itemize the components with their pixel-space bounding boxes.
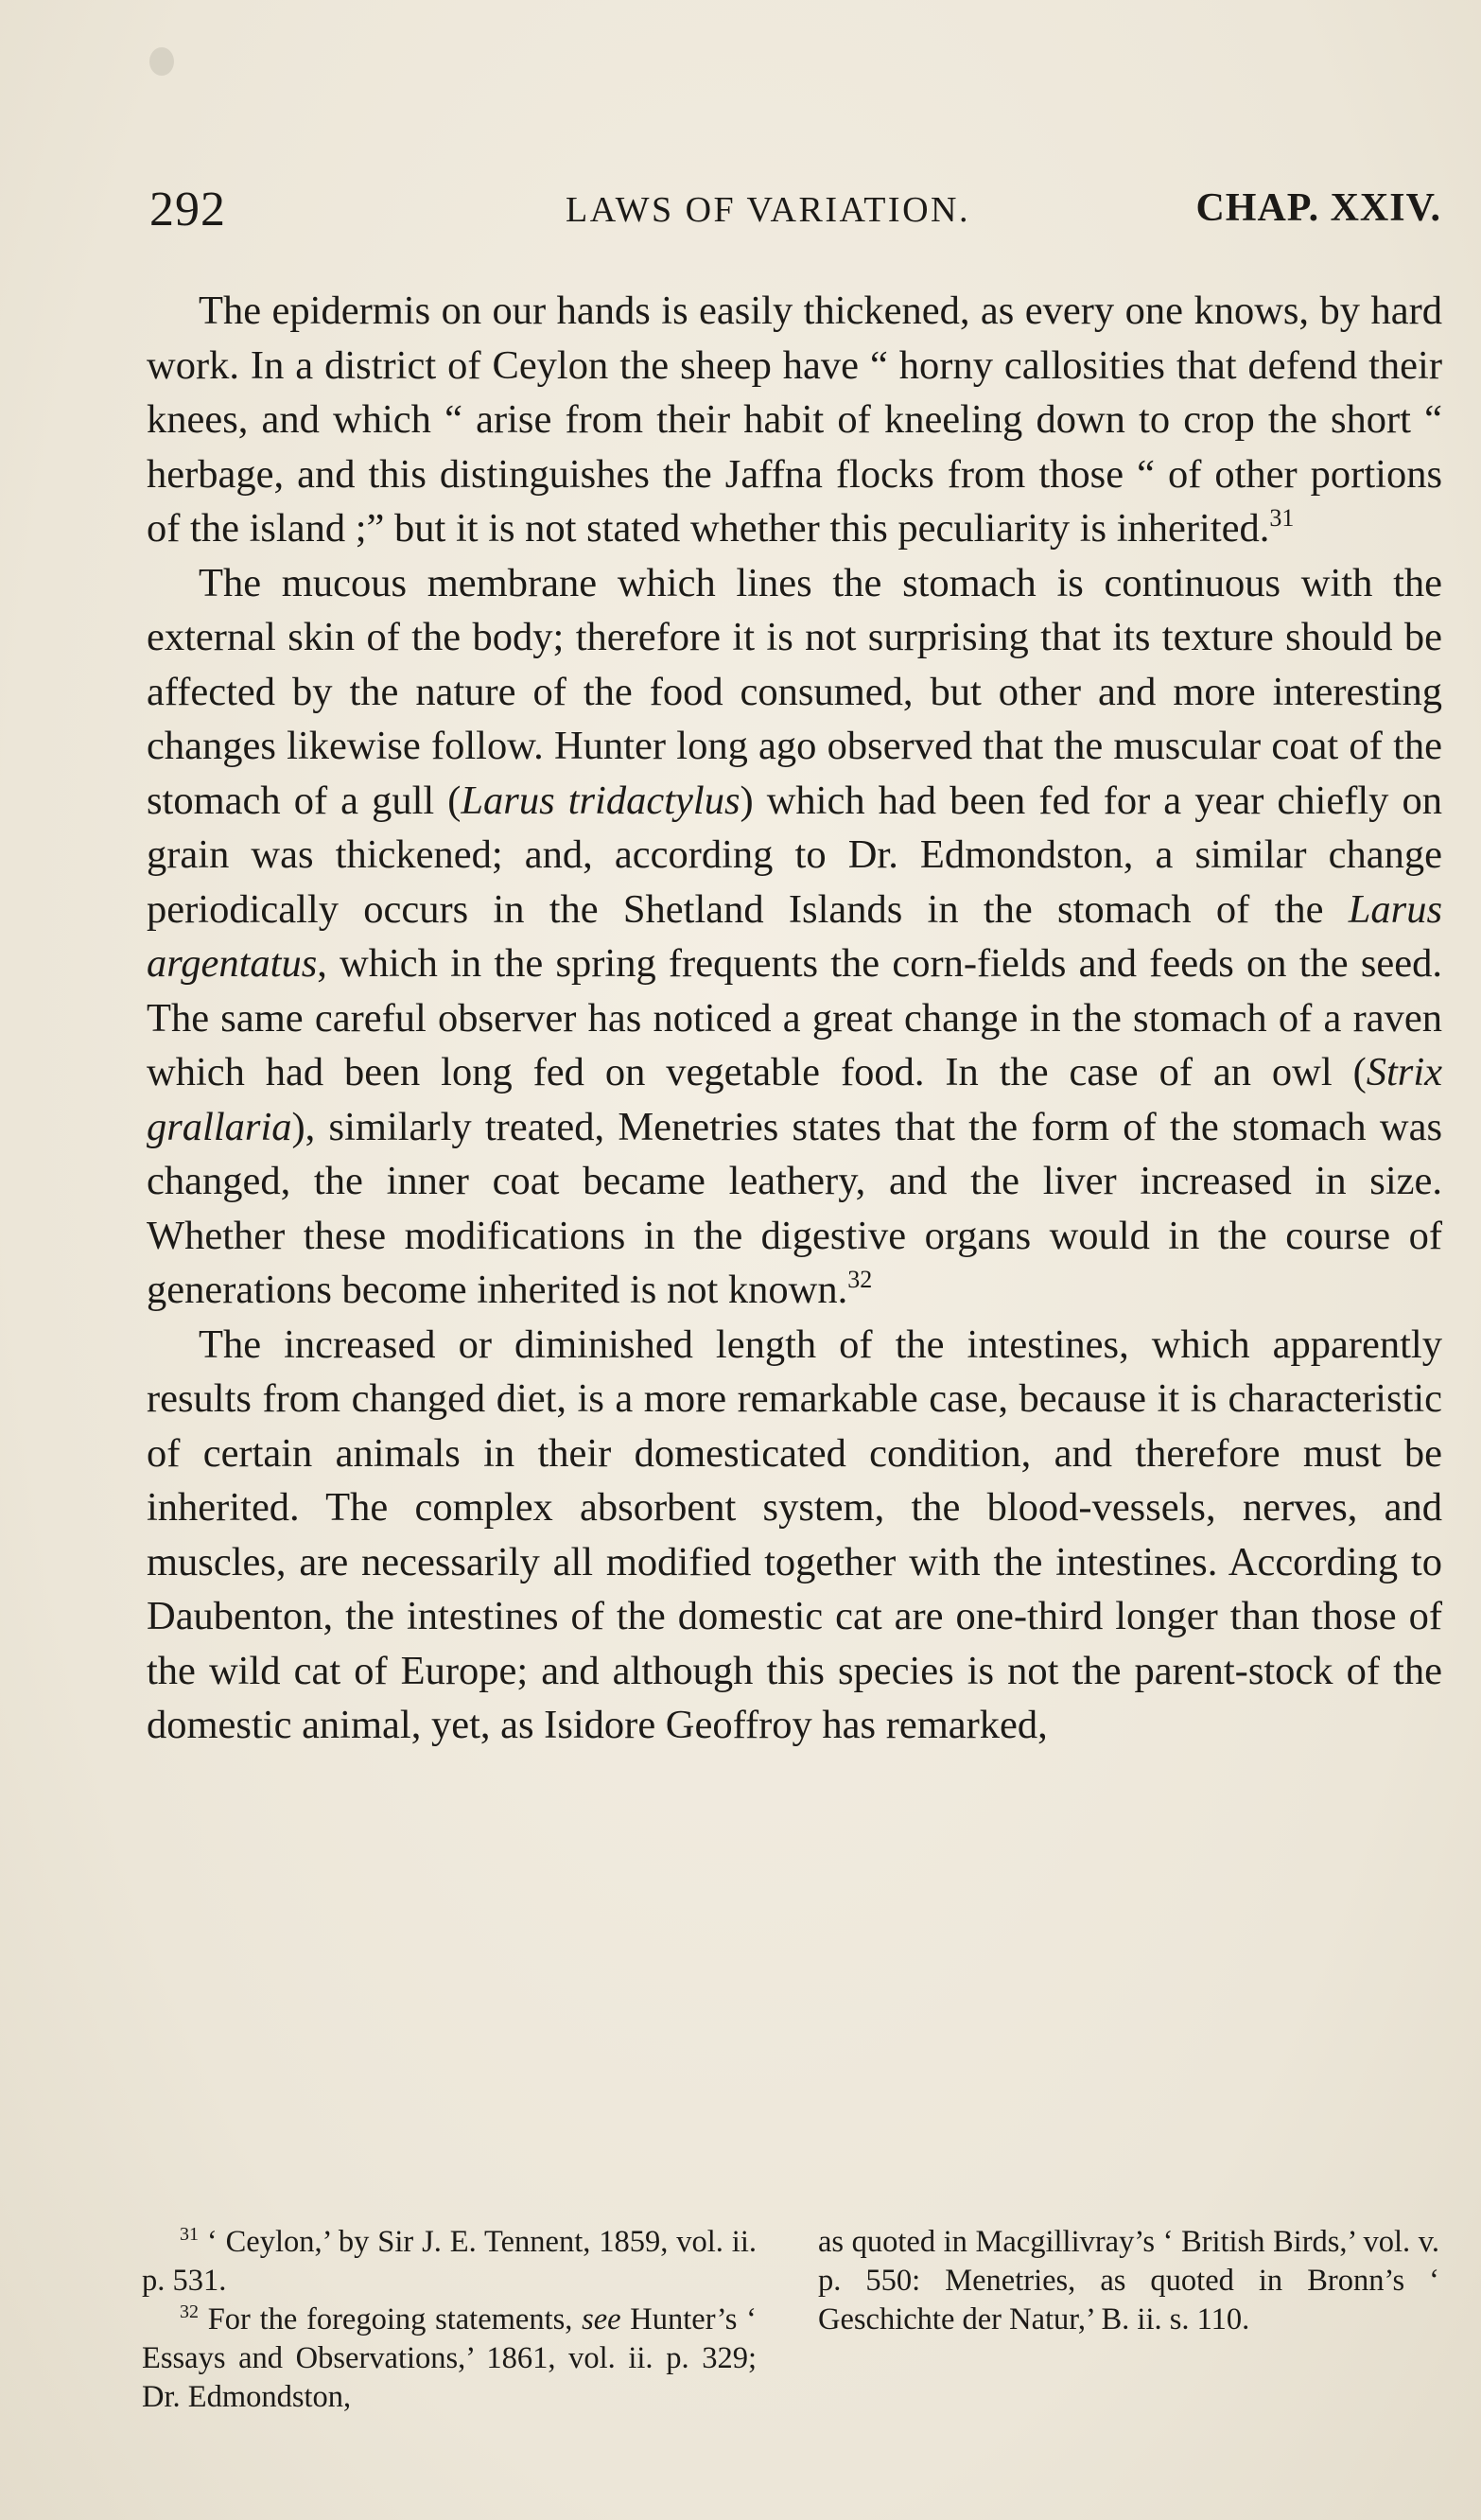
- footnote-31: [142, 2223, 757, 2301]
- page-number: 292: [149, 183, 226, 236]
- paragraph-text: The increased or diminished length of the intestines, which apparently results from changed diet, is a more remarkable case, because it is characteristic of certain animals in their domesticated condition, and therefore must be inherited. The complex absorbent system, the blood-vessels, nerves, and muscles, are necessarily all modified together with the intestines. According to Daubenton, the intestines of the domestic cat are one-third longer than those of the wild cat of Europe; and although this species is not the parent-stock of the domestic animal, yet, as Isidore Geoffroy has remarked,: [147, 1321, 1442, 1747]
- paragraph-text: The epidermis on our hands is easily thickened, as every one knows, by hard work. In a district of Ceylon the sheep have “ horny callosities that defend their knees, and which “ arise from their habit of kneeling down to crop the short “ herbage, and this distinguishes the Jaffna flocks from those “ of other portions of the island ;” but it is not stated whether this peculiarity is inherited.: [147, 289, 1442, 551]
- footnote-number: 31: [180, 2224, 199, 2245]
- footnote-text: as quoted in Macgillivray’s ‘ British Birds,’ vol. v. p. 550: Menetries, as quoted in Bronn’s ‘ Geschichte der Natur,’ B. ii. s. 110.: [818, 2225, 1439, 2336]
- species-name: Larus argentatus: [147, 886, 1442, 986]
- footnote-text: Hunter’s ‘ Essays and Observations,’ 1861, vol. ii. p. 329; Dr. Edmondston,: [142, 2302, 757, 2414]
- species-name: Strix grallaria: [147, 1050, 1442, 1149]
- footnote-32-continued: [818, 2223, 1439, 2339]
- footnote-number: 32: [180, 2301, 199, 2322]
- footnote-see: see: [582, 2302, 621, 2336]
- paragraph-text: ), similarly treated, Menetries states that the form of the stomach was changed, the inner coat became leathery, and the liver increased in size. Whether these modifications in the digestive organs would in the course of generations become inherited is not known.: [147, 1104, 1442, 1312]
- body-text: [147, 284, 1442, 1753]
- paragraph-2: [147, 556, 1442, 1318]
- paper-blemish: [149, 47, 174, 76]
- footnote-ref-31: 31: [1269, 504, 1295, 532]
- species-name: Larus tridactylus: [461, 778, 740, 823]
- footnote-text: ‘ Ceylon,’ by Sir J. E. Tennent, 1859, vol. ii. p. 531.: [142, 2225, 757, 2298]
- footnote-32: [142, 2301, 757, 2417]
- paragraph-text: ) which had been fed for a year chiefly on grain was thickened; and, according to Dr. Edmondston, a similar change periodically occurs in the Shetland Islands in the stomach of the: [147, 778, 1442, 932]
- footnote-column-right: [818, 2223, 1439, 2339]
- footnote-ref-32: 32: [847, 1266, 873, 1293]
- paragraph-text: , which in the spring frequents the corn-fields and feeds on the seed. The same careful observer has noticed a great change in the stomach of a raven which had been long fed on vegetable food. In the case of an owl (: [147, 941, 1442, 1094]
- footnote-column-left: [142, 2223, 757, 2417]
- running-title: LAWS OF VARIATION.: [566, 190, 970, 230]
- paragraph-1: [147, 284, 1442, 556]
- paragraph-3: [147, 1318, 1442, 1753]
- chapter-label: CHAP. XXIV.: [1195, 186, 1441, 230]
- footnote-text: For the foregoing statements,: [207, 2302, 583, 2336]
- paragraph-text: The mucous membrane which lines the stomach is continuous with the external skin of the body; therefore it is not surprising that its texture should be affected by the nature of the food consumed, but other and more interesting changes likewise follow. Hunter long ago observed that the muscular coat of the stomach of a gull (: [147, 560, 1442, 823]
- page-header: [149, 182, 1441, 248]
